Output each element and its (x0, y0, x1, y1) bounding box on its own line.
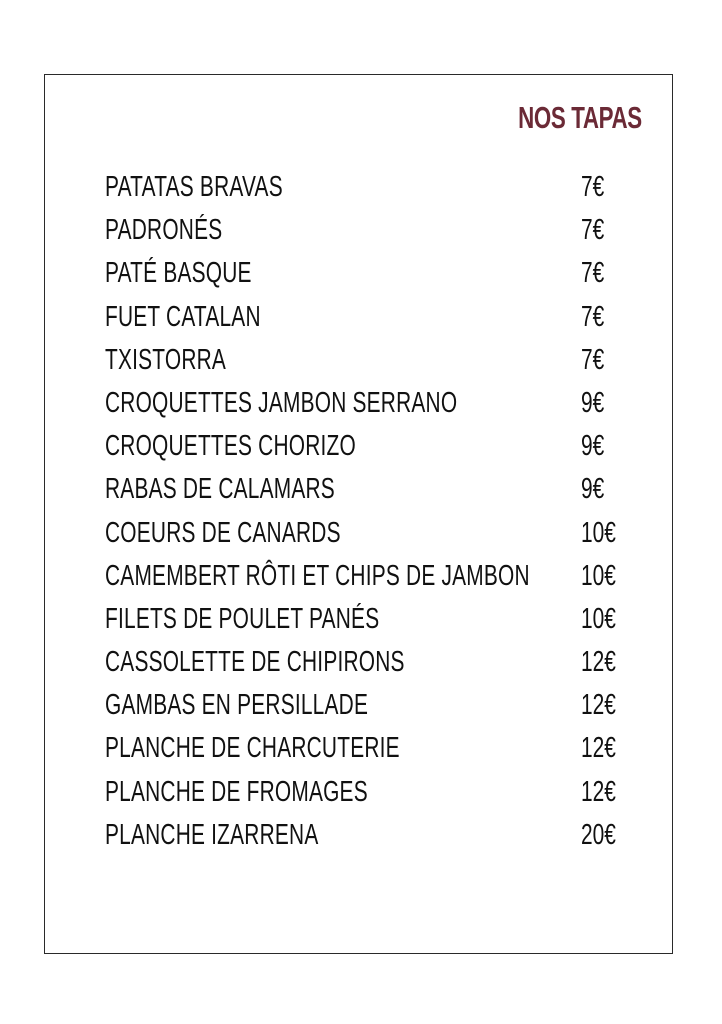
menu-item (105, 814, 645, 857)
menu-item-price: 12€ (581, 689, 616, 722)
menu-item (105, 641, 645, 684)
menu-item (105, 425, 645, 468)
menu-item-price: 9€ (581, 386, 605, 419)
menu-item-price: 7€ (581, 214, 605, 247)
menu-item-name: FILETS DE POULET PANÉS (105, 602, 380, 635)
menu-item-name: PLANCHE IZARRENA (105, 818, 319, 851)
menu-item (105, 598, 645, 641)
menu-list (105, 166, 645, 857)
menu-item-price: 7€ (581, 343, 605, 376)
menu-item-price: 9€ (581, 473, 605, 506)
menu-item-name: CROQUETTES CHORIZO (105, 430, 356, 463)
menu-title: NOS TAPAS (518, 100, 642, 135)
menu-item-name: CROQUETTES JAMBON SERRANO (105, 386, 458, 419)
menu-item-price: 10€ (581, 559, 616, 592)
menu-item (105, 339, 645, 382)
menu-item-name: FUET CATALAN (105, 300, 261, 333)
menu-item-name: GAMBAS EN PERSILLADE (105, 689, 369, 722)
menu-item (105, 771, 645, 814)
menu-item (105, 727, 645, 770)
menu-item-price: 12€ (581, 732, 616, 765)
menu-item-name: TXISTORRA (105, 343, 227, 376)
menu-item-name: CASSOLETTE DE CHIPIRONS (105, 646, 405, 679)
menu-item-name: RABAS DE CALAMARS (105, 473, 335, 506)
menu-item-name: PADRONÉS (105, 214, 223, 247)
menu-item-price: 12€ (581, 646, 616, 679)
menu-item (105, 296, 645, 339)
menu-item-name: COEURS DE CANARDS (105, 516, 341, 549)
menu-item-name: PATÉ BASQUE (105, 257, 252, 290)
menu-item (105, 382, 645, 425)
menu-item (105, 555, 645, 598)
menu-item-price: 20€ (581, 818, 616, 851)
menu-item (105, 468, 645, 511)
menu-item (105, 252, 645, 295)
menu-item-price: 7€ (581, 300, 605, 333)
menu-item-name: PLANCHE DE FROMAGES (105, 775, 368, 808)
menu-item-price: 10€ (581, 516, 616, 549)
menu-item-price: 10€ (581, 602, 616, 635)
menu-item-name: PATATAS BRAVAS (105, 171, 283, 203)
menu-item-price: 7€ (581, 171, 605, 203)
menu-item-name: PLANCHE DE CHARCUTERIE (105, 732, 400, 765)
menu-item (105, 209, 645, 252)
menu-item (105, 512, 645, 555)
menu-item-price: 9€ (581, 430, 605, 463)
menu-item-price: 12€ (581, 775, 616, 808)
menu-item-price: 7€ (581, 257, 605, 290)
menu-item (105, 166, 645, 209)
menu-item (105, 684, 645, 727)
menu-item-name: CAMEMBERT RÔTI ET CHIPS DE JAMBON (105, 559, 530, 592)
